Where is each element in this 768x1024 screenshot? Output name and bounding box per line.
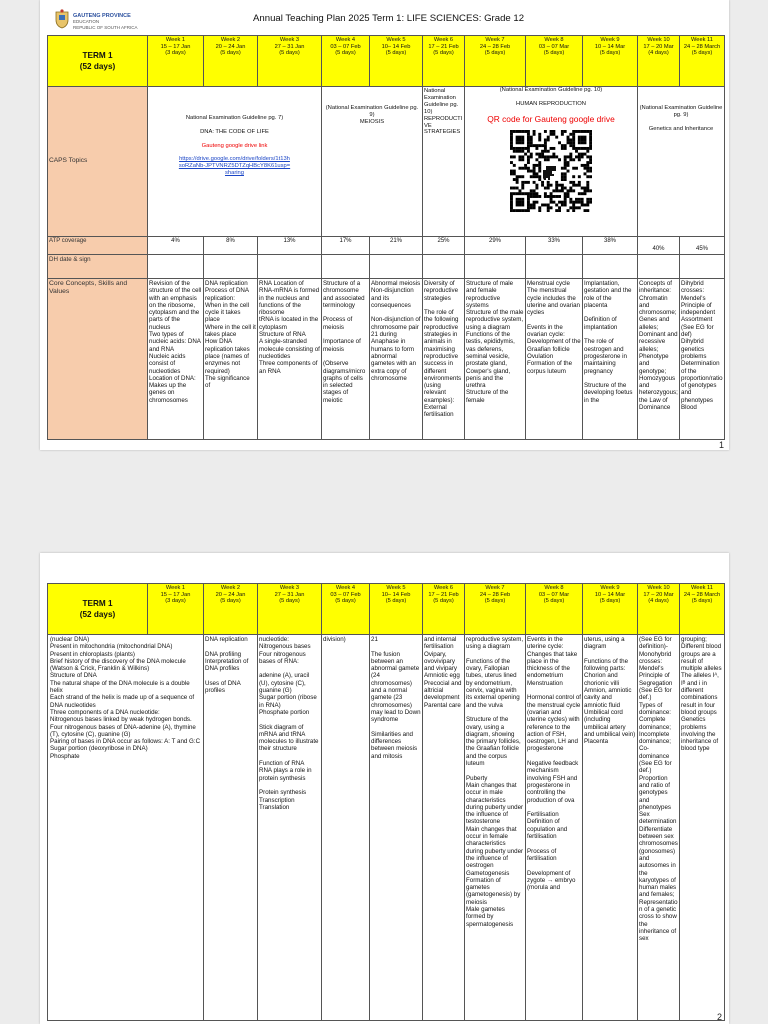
week-2-header: Week 2 20 – 24 Jan (5 days) (204, 584, 258, 635)
dh-sign-week-8[interactable] (526, 255, 583, 279)
coverage-week-1: 4% (148, 237, 204, 255)
week-5-header: Week 5 10– 14 Feb (5 days) (370, 584, 423, 635)
dh-sign-week-9[interactable] (583, 255, 638, 279)
core-cont-week-8: Events in the uterine cycle: Changes that take place in the thickness of the endometrium Menstruation Hormonal control of the menstrual cycle (ovarian and uterine cycles) with reference to the action of FSH, oestrogen, LH and progesterone Negative feedback mechanism involving FSH and progesterone in controlling the production of ova Fertilisation Definition of copulation and fertilisation Process of fertilisation Development of zygote → embryo (morula and (526, 635, 583, 1021)
teaching-plan-table-page-2 (47, 583, 725, 1021)
core-cont-week-9: uterus, using a diagram Functions of the following parts: Chorion and chorionic villi Amnion, amniotic cavity and amniotic fluid Umbilical cord (including umbilical artery and umbilical vein) Placenta (583, 635, 638, 1021)
logo-text: GAUTENG PROVINCE EDUCATION REPUBLIC OF SOUTH AFRICA (73, 13, 138, 30)
week-10-header: Week 10 17 – 20 Mar (4 days) (638, 584, 680, 635)
week-5-header: Week 5 10– 14 Feb (5 days) (370, 36, 423, 87)
core-cont-week-1: (nuclear DNA) Present in mitochondria (mitochondrial DNA) Present in chloroplasts (plants) Brief history of the discovery of the DNA molecule (Watson & Crick, Franklin & Wilkins) Structure of DNA The natural shape of the DNA molecule is a double helix Each strand of the helix is made up of a sequence of DNA nucleotides Three components of a DNA nucleotide: Nitrogenous bases linked by weak hydrogen bonds. Four nitrogenous bases of DNA-adenine (A), thymine (T), cytosine (C), guanine (G) Pairing of bases in DNA occur as follows: A: T and G:C Sugar portion (deoxyribose in DNA) Phosphate (48, 635, 204, 1021)
week-header-row (48, 36, 725, 87)
dh-sign-week-10[interactable] (638, 255, 680, 279)
coverage-week-11: 45% (680, 237, 725, 255)
week-7-header: Week 7 24 – 28 Feb (5 days) (465, 584, 526, 635)
caps-topics-label: CAPS Topics (48, 87, 148, 237)
coverage-week-9: 38% (583, 237, 638, 255)
atp-coverage-row (48, 237, 725, 255)
teaching-plan-table-page-1 (47, 35, 725, 440)
coverage-week-6: 25% (423, 237, 465, 255)
caps-topics-row (48, 87, 725, 237)
dh-sign-row (48, 255, 725, 279)
week-6-header: Week 6 17 – 21 Feb (5 days) (423, 584, 465, 635)
document-page-1 (40, 0, 729, 450)
caps-dna-code-of-life: National Examination Guideline pg. 7) DNA: THE CODE OF LIFE Gauteng google drive link https://drive.google.com/drive/folders/1t13hsoRZaNb-JPTVNRZ5DTZqHBcY8K61usp=sharing (148, 87, 322, 237)
core-cont-week-2: DNA replication DNA profiling Interpretation of DNA profiles Uses of DNA profiles (204, 635, 258, 1021)
caps-genetics-inheritance: (National Examination Guideline pg. 9) Genetics and Inheritance (638, 87, 725, 237)
week-3-header: Week 3 27 – 31 Jan (5 days) (258, 36, 322, 87)
gauteng-coat-of-arms-logo (54, 9, 70, 29)
week-4-header: Week 4 03 – 07 Feb (5 days) (322, 36, 370, 87)
core-cont-week-11: grouping; Different blood groups are a result of multiple alleles The alleles Iᴬ, Iᴮ and i in different combinations result in four blood groups Genetics problems involving the inheritance of blood type (680, 635, 725, 1021)
qr-code-label: QR code for Gauteng google drive (487, 113, 615, 124)
core-concepts-row (48, 279, 725, 440)
coverage-week-2: 8% (204, 237, 258, 255)
core-week-4: Structure of a chromosome and associated terminology Process of meiosis Importance of meiosis (Observe diagrams/micrographs of cells in selected stages of meiotic (322, 279, 370, 440)
caps-meiosis: (National Examination Guideline pg. 9) MEIOSIS (322, 87, 423, 237)
core-concepts-label: Core Concepts, Skills and Values (48, 279, 148, 440)
core-week-11: Dihybrid crosses: Mendel's Principle of independent Assortment (See EG for def) Dihybrid genetics problems Determination of the proportion/ratio of genotypes and phenotypes Blood (680, 279, 725, 440)
core-week-9: Implantation, gestation and the role of the placenta Definition of implantation The role of oestrogen and progesterone in maintaining pregnancy Structure of the developing foetus in the (583, 279, 638, 440)
core-concepts-row-continued (48, 635, 725, 1021)
dh-sign-week-7[interactable] (465, 255, 526, 279)
dh-sign-week-1[interactable] (148, 255, 204, 279)
week-9-header: Week 9 10 – 14 Mar (5 days) (583, 36, 638, 87)
week-1-header: Week 1 15 – 17 Jan (3 days) (148, 584, 204, 635)
coverage-week-3: 13% (258, 237, 322, 255)
week-11-header: Week 11 24 – 28 March (5 days) (680, 36, 725, 87)
gauteng-drive-link-label: Gauteng google drive link (201, 142, 268, 149)
core-week-10: Concepts of inheritance: Chromatin and chromosome; Genes and alleles; Dominant and recessive alleles; Phenotype and genotype; Homozygous and heterozygous; the Law of Dominance (638, 279, 680, 440)
week-9-header: Week 9 10 – 14 Mar (5 days) (583, 584, 638, 635)
week-1-header: Week 1 15 – 17 Jan (3 days) (148, 36, 204, 87)
caps-human-reproduction: (National Examination Guideline pg. 10) HUMAN REPRODUCTION QR code for Gauteng google drive (465, 87, 638, 237)
page-header (40, 0, 729, 36)
atp-coverage-label: ATP coverage (48, 237, 148, 255)
week-8-header: Week 8 03 – 07 Mar (5 days) (526, 584, 583, 635)
dh-date-sign-label: DH date & sign (48, 255, 148, 279)
week-3-header: Week 3 27 – 31 Jan (5 days) (258, 584, 322, 635)
core-week-1: Revision of the structure of the cell with an emphasis on the ribosome, cytoplasm and the parts of the nucleus Two types of nucleic acids: DNA and RNA Nucleic acids consist of nucleotides Location of DNA: Makes up the genes on chromosomes (148, 279, 204, 440)
core-week-3: RNA Location of RNA-mRNA is formed in the nucleus and functions of the ribosome tRNA is located in the cytoplasm Structure of RNA A single-stranded molecule consisting of nucleotides Three components of an RNA (258, 279, 322, 440)
core-cont-week-3: nucleotide: Nitrogenous bases Four nitrogenous bases of RNA: adenine (A), uracil (U), cytosine (C), guanine (G) Sugar portion (ribose in RNA) Phosphate portion Stick diagram of mRNA and tRNA molecules to illustrate their structure Function of RNA RNA plays a role in protein synthesis Protein synthesis Transcription Translation (258, 635, 322, 1021)
core-cont-week-5: 21 The fusion between an abnormal gamete (24 chromosomes) and a normal gamete (23 chromosomes) may lead to Down syndrome Similarities and differences between meiosis and mitosis (370, 635, 423, 1021)
term-label-cell: TERM 1 (52 days) (48, 584, 148, 635)
coverage-week-10: 40% (638, 237, 680, 255)
week-11-header: Week 11 24 – 28 March (5 days) (680, 584, 725, 635)
coverage-week-4: 17% (322, 237, 370, 255)
week-6-header: Week 6 17 – 21 Feb (5 days) (423, 36, 465, 87)
core-week-2: DNA replication Process of DNA replication: When in the cell cycle it takes place Where in the cell it takes place How DNA replication takes place (names of enzymes not required) The significance of (204, 279, 258, 440)
week-7-header: Week 7 24 – 28 Feb (5 days) (465, 36, 526, 87)
gauteng-drive-link[interactable]: https://drive.google.com/drive/folders/1t13hsoRZaNb-JPTVNRZ5DTZqHBcY8K61usp=sharing (178, 156, 291, 177)
week-8-header: Week 8 03 – 07 Mar (5 days) (526, 36, 583, 87)
core-week-8: Menstrual cycle The menstrual cycle includes the uterine and ovarian cycles Events in the ovarian cycle: Development of the Graafian follicle Ovulation Formation of the corpus luteum (526, 279, 583, 440)
week-header-row (48, 584, 725, 635)
page-number: 1 (719, 440, 725, 450)
term-label-cell: TERM 1 (52 days) (48, 36, 148, 87)
dh-sign-week-2[interactable] (204, 255, 258, 279)
dh-sign-week-4[interactable] (322, 255, 370, 279)
dh-sign-week-11[interactable] (680, 255, 725, 279)
caps-reproductive-strategies: National Examination Guideline pg. 10) REPRODUCTIVE STRATEGIES (423, 87, 465, 237)
dh-sign-week-5[interactable] (370, 255, 423, 279)
dh-sign-week-6[interactable] (423, 255, 465, 279)
week-10-header: Week 10 17 – 20 Mar (4 days) (638, 36, 680, 87)
gauteng-drive-qr-code[interactable] (510, 130, 592, 212)
page-number: 2 (717, 1012, 723, 1022)
core-cont-week-7: reproductive system, using a diagram Functions of the ovary, Fallopian tubes, uterus lined by endometrium, cervix, vagina with its external opening and the vulva Structure of the ovary, using a diagram, showing the primary follicles, the Graafian follicle and the corpus luteum Puberty Main changes that occur in male characteristics during puberty under the influence of testosterone Main changes that occur in female characteristics during puberty under the influence of oestrogen Gametogenesis Formation of gametes (gametogenesis) by meiosis Male gametes formed by spermatogenesis (465, 635, 526, 1021)
document-page-2 (40, 553, 729, 1024)
coverage-week-5: 21% (370, 237, 423, 255)
week-2-header: Week 2 20 – 24 Jan (5 days) (204, 36, 258, 87)
coverage-week-7: 29% (465, 237, 526, 255)
core-week-7: Structure of male and female reproductive systems Structure of the male reproductive system, using a diagram Functions of the testis, epididymis, vas deferens, seminal vesicle, prostate gland, Cowper's gland, penis and the urethra Structure of the female (465, 279, 526, 440)
week-4-header: Week 4 03 – 07 Feb (5 days) (322, 584, 370, 635)
document-title: Annual Teaching Plan 2025 Term 1: LIFE SCIENCES: Grade 12 (253, 13, 525, 24)
core-cont-week-4: division) (322, 635, 370, 1021)
core-week-5: Abnormal meiosis Non-disjunction and its consequences Non-disjunction of chromosome pair 21 during Anaphase in humans to form abnormal gametes with an extra copy of chromosome (370, 279, 423, 440)
dh-sign-week-3[interactable] (258, 255, 322, 279)
core-week-6: Diversity of reproductive strategies The role of the following reproductive strategies in animals in maximising reproductive success in different environments (using relevant examples): External fertilisation (423, 279, 465, 440)
coverage-week-8: 33% (526, 237, 583, 255)
core-cont-week-6: and internal fertilisation Ovipary, ovovivipary and vivipary Amniotic egg Precocial and altricial development Parental care (423, 635, 465, 1021)
core-cont-week-10: (See EG for definition)- Monohybrid crosses: Mendel's Principle of Segregation (See EG for def.) Types of dominance: Complete dominance; Incomplete dominance; Co-dominance (See EG for def.) Proportion and ratio of genotypes and phenotypes Sex determination Differentiate between sex chromosomes (gonosomes) and autosomes in the karyotypes of human males and females; Representation of a genetic cross to show the inheritance of sex (638, 635, 680, 1021)
